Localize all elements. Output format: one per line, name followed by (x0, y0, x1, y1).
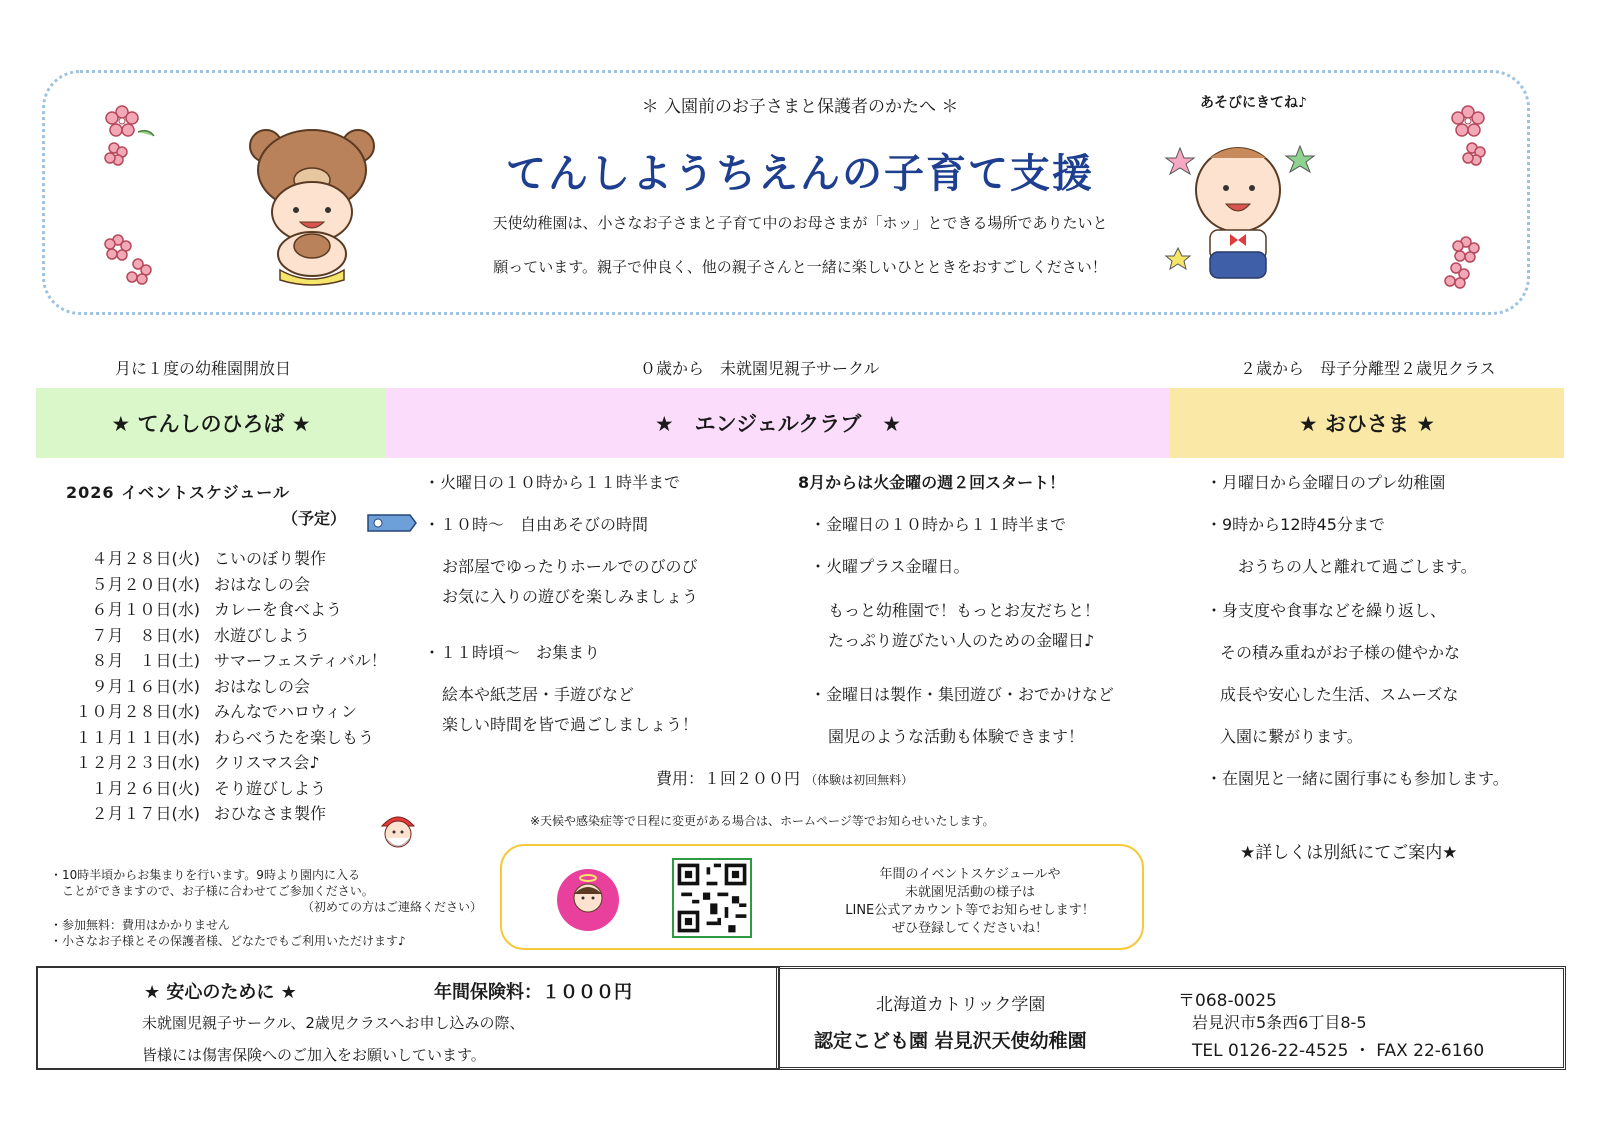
event-name: 水遊びしよう (214, 625, 311, 645)
ohisama-line: おうちの人と離れて過ごします。 (1238, 557, 1477, 576)
header-subtitle: ＊ 入園前のお子さまと保護者のかたへ ＊ (641, 97, 959, 117)
angel-line: 8月からは火金曜の週２回スタート！ (798, 473, 1066, 492)
bear-child-illustration (238, 122, 388, 287)
angel-line: 絵本や紙芝居・手遊びなど (442, 685, 635, 704)
event-date: ２月１７日(水) (91, 804, 200, 823)
event-name: こいのぼり製作 (214, 549, 327, 568)
angel-line: ・火曜日の１０時から１１時半まで (424, 473, 681, 492)
safety-heading: ★ 安心のために ★ (144, 982, 297, 1003)
page-title: てんしようちえんの子育て支援 (506, 151, 1094, 197)
event-name: そり遊びしよう (214, 778, 327, 798)
flower-icon (1436, 100, 1496, 170)
ohisama-line: 成長や安心した生活、スムーズな (1220, 685, 1459, 704)
school-name: 認定こども園 岩見沢天使幼稚園 (814, 1030, 1087, 1052)
fee-note: （体験は初回無料） (805, 773, 914, 787)
ohisama-caption: ２歳から 母子分離型２歳児クラス (1240, 359, 1496, 378)
koinobori-icon (366, 512, 418, 534)
angel-line: 楽しい時間を皆で過ごしましょう！ (442, 715, 699, 734)
angel-line: ・１１時頃～ お集まり (424, 643, 601, 662)
qr-code-icon (674, 860, 750, 936)
angel-caption: ０歳から 未就園児親子サークル (640, 359, 880, 378)
event-name: クリスマス会♪ (214, 753, 320, 772)
event-name: わらべうたを楽しもう (214, 727, 375, 747)
angel-line: もっと幼稚園で！もっとお友だちと！ (828, 601, 1101, 620)
baby-illustration (1160, 128, 1320, 288)
event-name: サマーフェスティバル！ (214, 651, 387, 670)
line-info-line: ぜひ登録してくださいね！ (891, 921, 1048, 936)
school-org: 北海道カトリック学園 (876, 995, 1046, 1015)
intro-line-1: 天使幼稚園は、小さなお子さまと子育て中のお母さまが「ホッ」とできる場所でありたいと (492, 214, 1108, 232)
line-info-text (800, 866, 1140, 938)
ohisama-detail: ★詳しくは別紙にてご案内★ (1240, 843, 1458, 863)
event-date: １１月１１日(水) (75, 727, 200, 747)
event-name: おはなしの会 (214, 574, 311, 594)
event-date: ４月２８日(火) (91, 549, 200, 568)
hiroba-band: ★ てんしのひろば ★ (36, 388, 386, 458)
fee-text: 費用：１回２００円 (656, 769, 801, 788)
angel-band: ★ エンジェルクラブ ★ (386, 388, 1170, 458)
safety-line: 皆様には傷害保険へのご加入をお願いしています。 (142, 1046, 486, 1064)
angel-line: お部屋でゆったりホールでのびのび (442, 557, 698, 576)
event-date: ９月１６日(水) (91, 676, 200, 696)
flower-icon (1436, 232, 1496, 292)
event-date: ６月１０日(水) (91, 600, 200, 619)
angel-line: お気に入りの遊びを楽しみましょう (442, 587, 699, 606)
angel-line: たっぷり遊びたい人のための金曜日♪ (828, 631, 1095, 650)
schedule-note: （初めての方はご連絡ください） (302, 900, 483, 914)
event-name: カレーを食べよう (214, 600, 343, 619)
postal-code: 〒068-0025 (1178, 991, 1277, 1011)
event-name: おひなさま製作 (214, 804, 327, 823)
asobi-caption: あそびにきてね♪ (1200, 95, 1307, 111)
event-date: ７月 ８日(水) (91, 625, 200, 645)
hiroba-caption: 月に１度の幼稚園開放日 (115, 359, 292, 378)
ohisama-line: その積み重ねがお子様の健やかな (1220, 643, 1461, 662)
angel-line: ・金曜日の１０時から１１時半まで (810, 515, 1067, 534)
ohisama-line: 入園に繋がります。 (1220, 727, 1363, 746)
event-date: ８月 １日(土) (91, 651, 200, 670)
event-date: １月２６日(火) (91, 778, 200, 798)
ohisama-line: ・月曜日から金曜日のプレ幼稚園 (1206, 473, 1446, 492)
event-name: おはなしの会 (214, 676, 311, 696)
schedule-note: ことができますので、お子様に合わせてご参加ください。 (50, 884, 374, 898)
schedule-note: ・10時半頃からお集まりを行います。9時より園内に入る (50, 868, 360, 882)
line-info-line: 未就園児活動の様子は (904, 885, 1035, 900)
angel-line: 園児のような活動も体験できます！ (828, 727, 1085, 746)
flower-icon (100, 230, 160, 290)
ohisama-line: ・在園児と一緒に園行事にも参加します。 (1206, 769, 1509, 788)
school-contact: TEL 0126-22-4525 ・ FAX 22-6160 (1192, 1041, 1485, 1061)
insurance-fee: 年間保険料：１０００円 (434, 982, 632, 1003)
weather-note: ※天候や感染症等で日程に変更がある場合は、ホームページ等でお知らせいたします。 (530, 814, 995, 828)
santa-icon (376, 808, 420, 852)
angel-line: ・火曜プラス金曜日。 (810, 557, 970, 576)
event-name: みんなでハロウィン (214, 702, 358, 721)
line-info-line: 年間のイベントスケジュールや (879, 867, 1061, 882)
ohisama-line: ・9時から12時45分まで (1206, 515, 1385, 534)
schedule-title: 2026 イベントスケジュール (66, 483, 290, 502)
qr-code[interactable] (672, 858, 752, 938)
event-date: １０月２８日(水) (75, 702, 200, 721)
ohisama-band: ★ おひさま ★ (1170, 388, 1564, 458)
ohisama-line: ・身支度や食事などを繰り返し、 (1206, 601, 1447, 620)
intro-line-2: 願っています。親子で仲良く、他の親子さんと一緒に楽しいひとときをおすごしください！ (493, 258, 1107, 276)
event-date: ５月２０日(水) (91, 574, 200, 594)
schedule-subtitle: （予定） (282, 509, 347, 528)
fee-line (656, 766, 913, 789)
school-address: 岩見沢市5条西6丁目8-5 (1192, 1013, 1367, 1032)
event-date: １２月２３日(水) (75, 753, 200, 772)
safety-line: 未就園児親子サークル、2歳児クラスへお申し込みの際、 (142, 1014, 525, 1032)
schedule-note: ・参加無料：費用はかかりません (50, 918, 231, 932)
angel-line: ・１０時～ 自由あそびの時間 (424, 515, 649, 534)
schedule-note: ・小さなお子様とその保護者様、どなたでもご利用いただけます♪ (50, 934, 406, 948)
line-info-line: LINE公式アカウント等でお知らせします！ (845, 903, 1095, 918)
angel-line: ・金曜日は製作・集団遊び・おでかけなど (810, 685, 1114, 704)
angel-logo-icon (556, 868, 620, 932)
flower-icon (100, 100, 160, 170)
